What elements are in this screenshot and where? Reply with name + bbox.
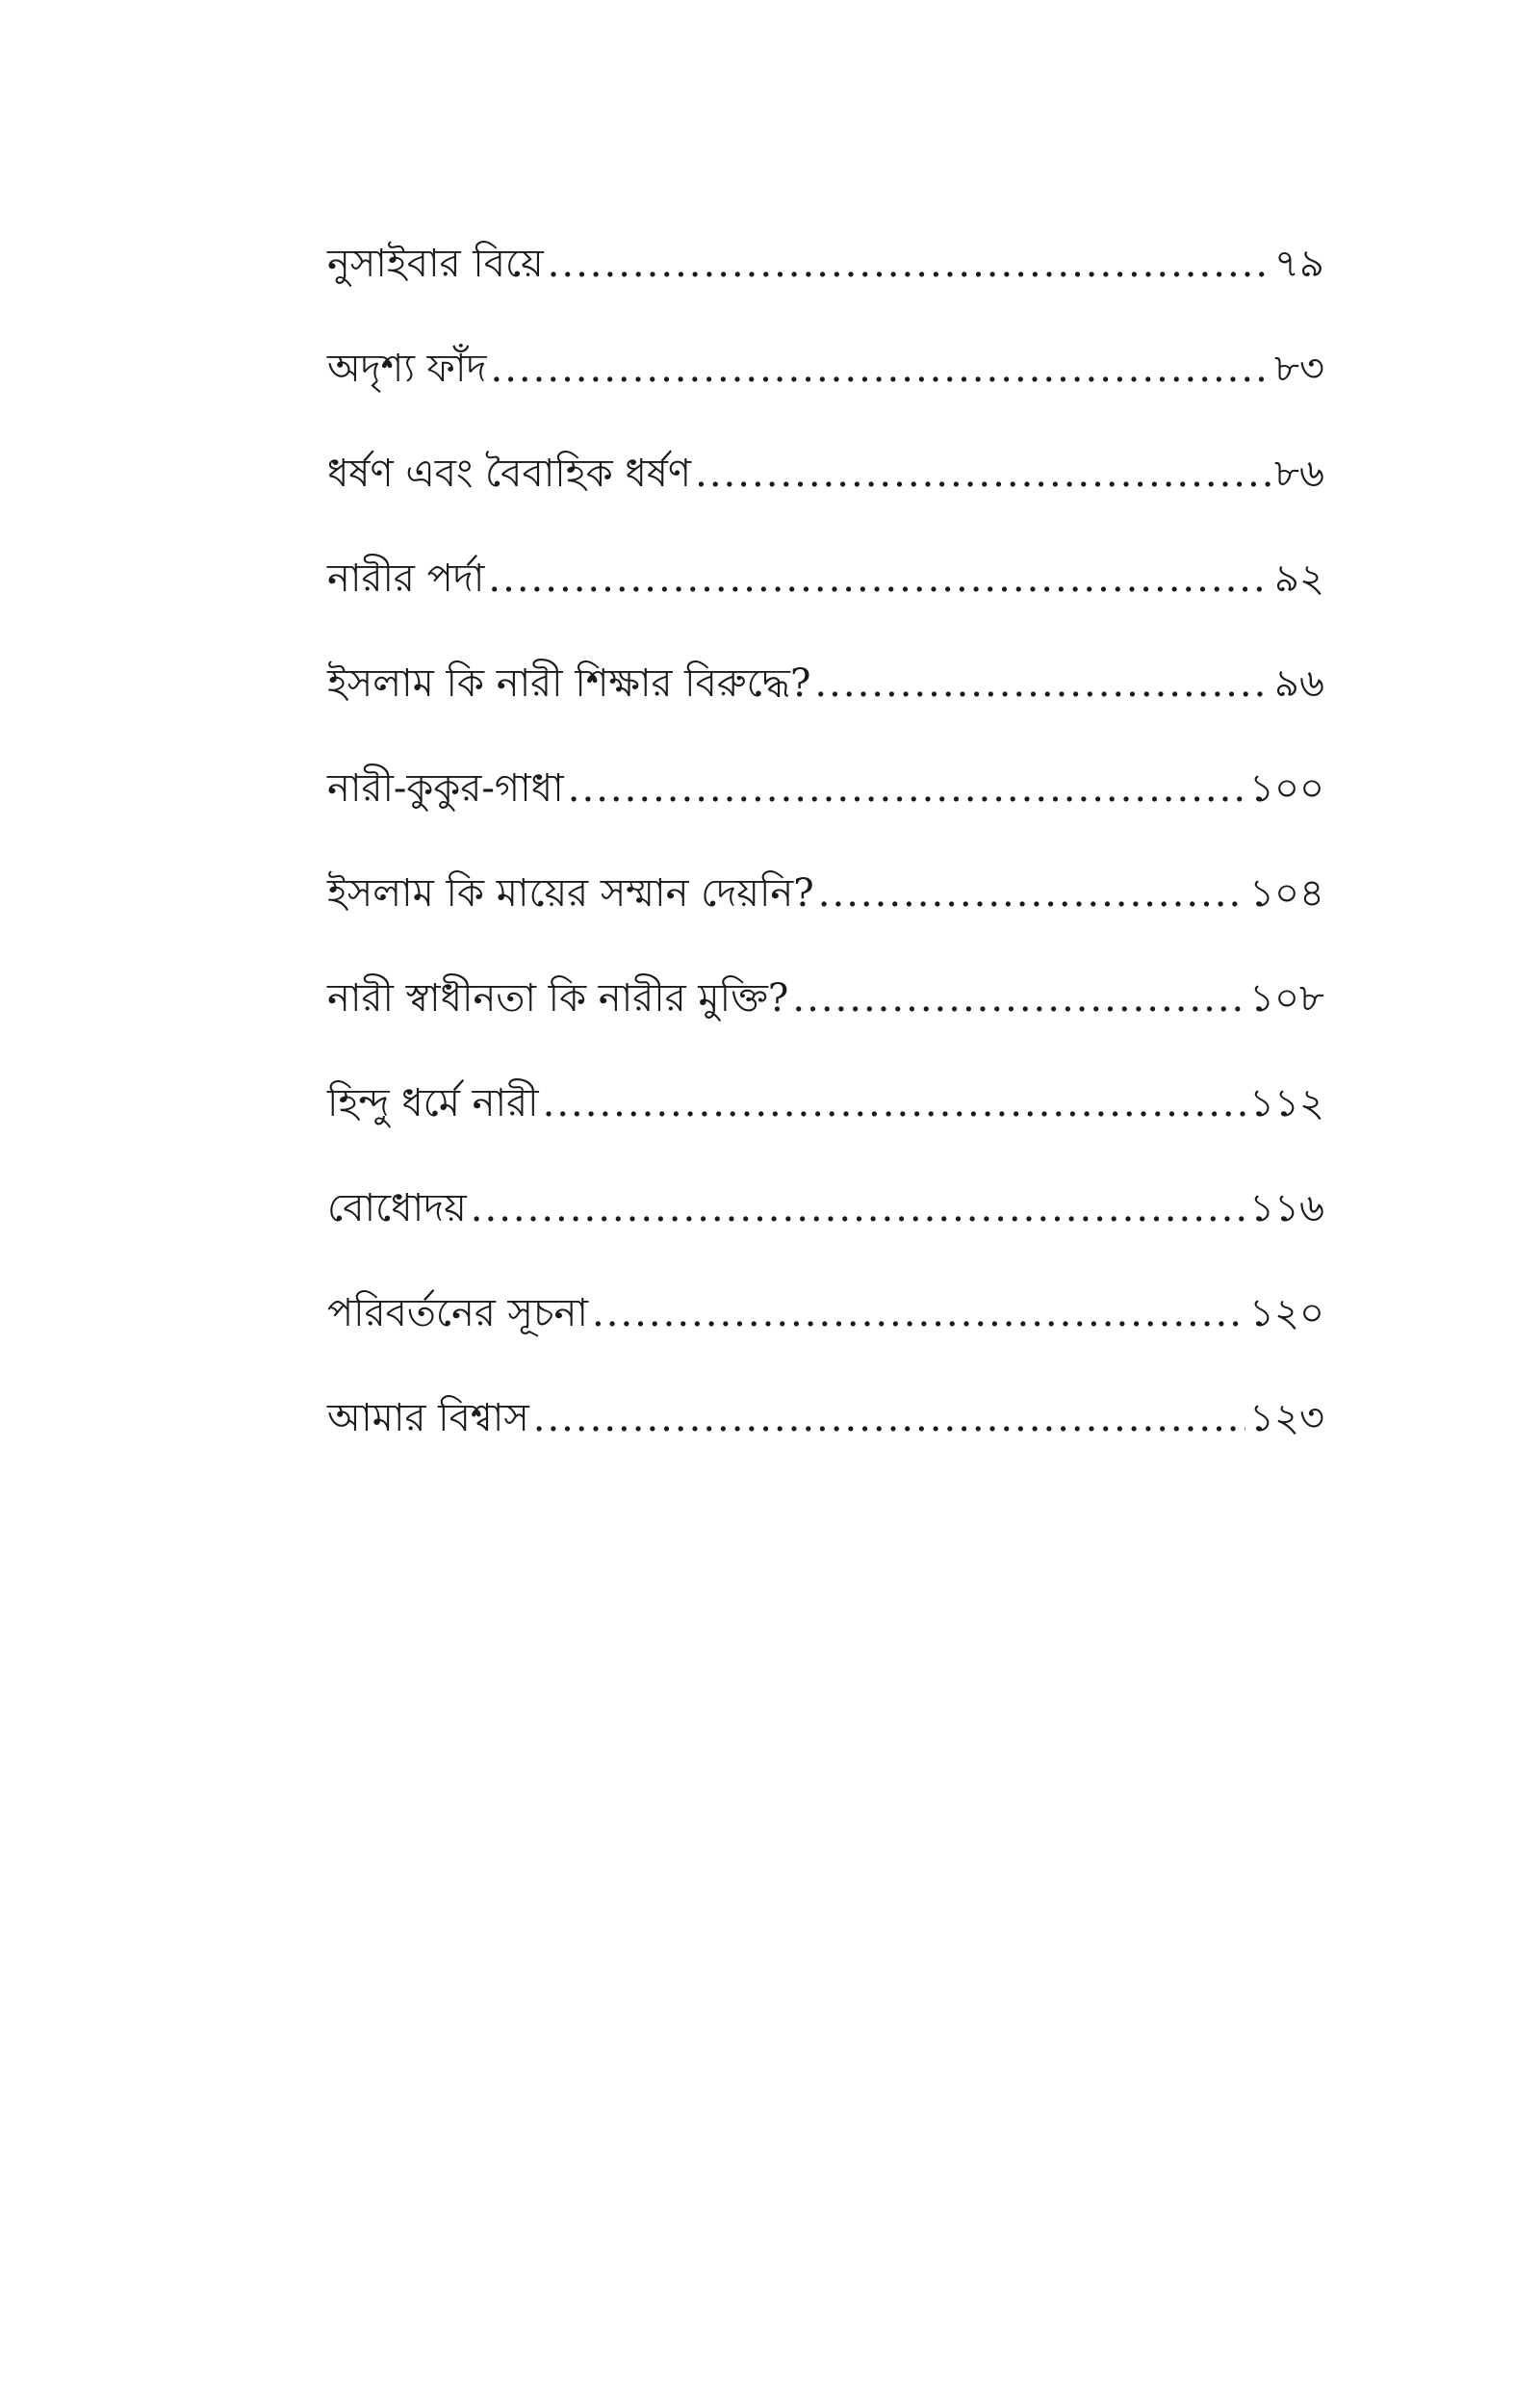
toc-entry[interactable] [327,237,1324,342]
dot-leader [695,447,1270,501]
dot-leader [533,1391,1245,1445]
dot-leader [814,657,1270,711]
toc-entry-page: ৭৯ [1274,242,1324,286]
toc-entry[interactable] [327,971,1324,1076]
toc-entry-page: ৮৬ [1274,452,1324,496]
toc-entry-page: ১১৬ [1249,1186,1324,1230]
toc-entry-title: বোধোদয় [327,1186,467,1230]
toc-entry[interactable] [327,1286,1324,1391]
toc-entry[interactable] [327,1076,1324,1181]
toc-entry-page: ১২৩ [1249,1396,1324,1440]
toc-entry-title: ইসলাম কি নারী শিক্ষার বিরুদ্ধে? [327,661,811,706]
table-of-contents [327,237,1324,1496]
toc-entry-page: ১০০ [1249,766,1324,811]
toc-entry[interactable] [327,342,1324,447]
toc-entry[interactable] [327,657,1324,762]
toc-entry-title: আমার বিশ্বাস [327,1396,529,1440]
toc-entry-page: ৯৬ [1274,661,1324,706]
toc-entry-title: নারীর পর্দা [327,556,485,601]
toc-entry-page: ১০৮ [1249,976,1324,1021]
toc-entry-title: অদৃশ্য ফাঁদ [327,347,487,391]
toc-entry-title: নারী-কুকুর-গাধা [327,766,564,811]
dot-leader [792,971,1245,1025]
toc-entry[interactable] [327,867,1324,971]
dot-leader [471,1181,1245,1235]
dot-leader [491,342,1271,396]
dot-leader [543,1076,1245,1130]
toc-entry[interactable] [327,1391,1324,1496]
toc-entry-title: পরিবর্তনের সূচনা [327,1291,589,1335]
dot-leader [568,762,1245,815]
dot-leader [818,867,1245,920]
toc-entry-title: হিন্দু ধর্মে নারী [327,1081,539,1126]
toc-entry-title: নারী স্বাধীনতা কি নারীর মুক্তি? [327,976,789,1021]
toc-entry[interactable] [327,762,1324,867]
toc-entry[interactable] [327,552,1324,657]
dot-leader [548,237,1270,291]
toc-entry-title: ধর্ষণ এবং বৈবাহিক ধর্ষণ [327,452,692,496]
toc-entry-title: ইসলাম কি মায়ের সম্মান দেয়নি? [327,871,814,916]
toc-entry[interactable] [327,447,1324,552]
dot-leader [488,552,1270,606]
toc-entry-page: ৮৩ [1274,347,1324,391]
toc-entry-title: নুসাইবার বিয়ে [327,242,544,286]
dot-leader [592,1286,1245,1340]
toc-entry-page: ১২০ [1249,1291,1324,1335]
toc-entry-page: ৯২ [1274,556,1324,601]
toc-entry-page: ১১২ [1249,1081,1324,1126]
toc-entry-page: ১০৪ [1249,871,1324,916]
toc-entry[interactable] [327,1181,1324,1286]
